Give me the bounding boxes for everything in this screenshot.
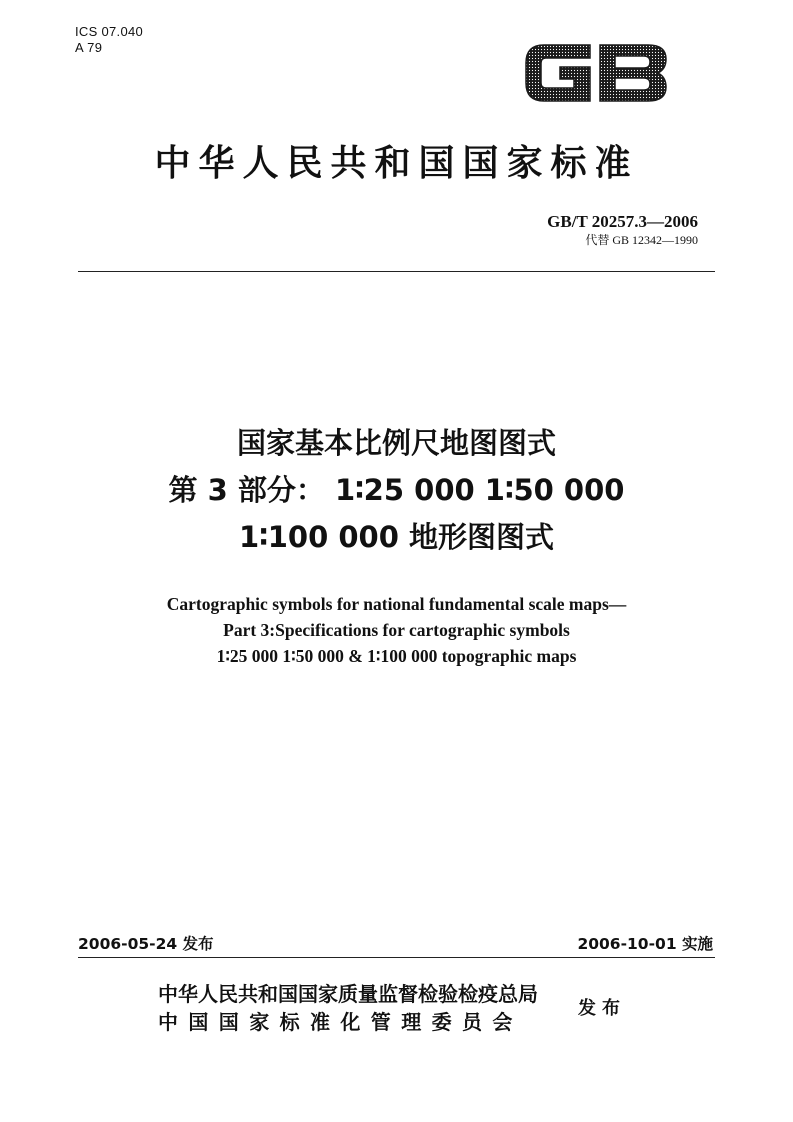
classification-codes — [75, 24, 143, 56]
masthead-title: 中华人民共和国国家标准 — [154, 142, 639, 184]
gb-logo — [522, 39, 670, 107]
chinese-title-line-2: 第 3 部分： 1∶25 000 1∶50 000 — [168, 473, 625, 507]
chinese-title-line-1: 国家基本比例尺地图图式 — [236, 426, 556, 460]
standard-number: GB/T 20257.3—2006 — [547, 212, 698, 231]
chinese-title-line-3: 1∶100 000 地形图图式 — [239, 520, 554, 554]
issuer-aqsiq: 中华人民共和国国家质量监督检验检疫总局 — [158, 982, 538, 1006]
issue-label: 发布 — [578, 998, 626, 1019]
replaced-standard: 代替 GB 12342—1990 — [585, 233, 698, 247]
issuing-authorities — [158, 980, 538, 1036]
top-divider — [78, 271, 715, 272]
english-title-line-1: Cartographic symbols for national fundamental scale maps— — [166, 594, 627, 614]
bottom-divider — [78, 957, 715, 958]
english-title-line-2: Part 3:Specifications for cartographic symbols — [223, 620, 570, 640]
english-title — [50, 591, 743, 669]
implement-date: 2006-10-01 实施 — [577, 935, 713, 953]
gb-logo-graphic — [522, 39, 670, 107]
english-title-line-3: 1∶25 000 1∶50 000 & 1∶100 000 topographic maps — [216, 646, 577, 666]
standard-number-block — [547, 212, 698, 248]
ics-code: ICS 07.040 — [75, 24, 144, 39]
chinese-title — [50, 420, 743, 561]
ccs-code: A 79 — [75, 40, 103, 55]
issuer-sac: 中国国家标准化管理委员会 — [158, 1010, 523, 1034]
publish-date: 2006-05-24 发布 — [78, 935, 214, 953]
